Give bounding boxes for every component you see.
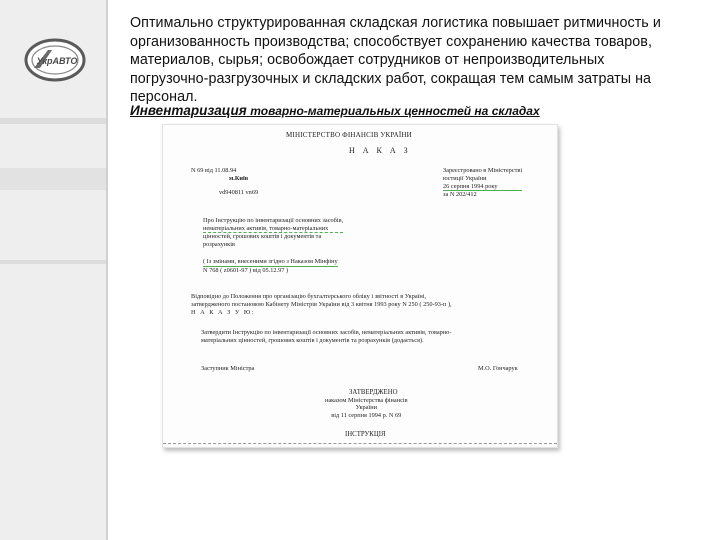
side-divider xyxy=(106,0,108,540)
company-logo xyxy=(24,38,86,82)
doc-number: N 69 від 11.08.94 xyxy=(191,167,237,174)
doc-about: Про Інструкцію по інвентаризації основних засобів, нематеріальних активів, товарно-матеріальних цінностей, грошових коштів і документів та розрахунків xyxy=(203,217,344,249)
side-stripe xyxy=(0,168,108,190)
heading-sub: товарно-материальных ценностей на складах xyxy=(250,104,540,118)
doc-title: Н А К А З xyxy=(349,146,411,155)
section-heading xyxy=(130,103,540,118)
doc-approve: Затвердити Інструкцію по інвентаризації основних засобів, нематеріальних активів, товарно- матеріальних цінностей, грошових коштів і документів та розрахунків (додається). xyxy=(201,329,452,344)
heading-main: Инвентаризация xyxy=(130,103,247,118)
doc-city: м.Київ xyxy=(229,175,249,182)
doc-instruction-title: ІНСТРУКЦІЯ xyxy=(345,431,386,438)
side-panel xyxy=(0,0,108,540)
doc-amendments: ( Із змінами, внесеними згідно з Наказом Мінфіну N 768 ( z0601-97 ) від 05.12.97 ) xyxy=(203,258,338,274)
doc-deputy: Заступник Міністра xyxy=(201,365,255,372)
page-cut-line xyxy=(163,443,557,445)
doc-signer: М.О. Гончарук xyxy=(478,365,518,372)
doc-ministry: МІНІСТЕРСТВО ФІНАНСІВ УКРАЇНИ xyxy=(286,131,412,139)
svg-text:УкрАВТО: УкрАВТО xyxy=(36,56,78,66)
doc-registration: Зареєстровано в Міністерстві юстиції України 26 серпня 1994 року за N 202/412 xyxy=(443,167,523,199)
doc-approved: ЗАТВЕРДЖЕНО xyxy=(349,389,398,396)
doc-approved-order: наказом Міністерства фінансів України від 11 серпня 1994 р. N 69 xyxy=(325,397,408,419)
side-stripe xyxy=(0,118,108,124)
intro-paragraph: Оптимально структурированная складская логистика повышает ритмичность и организованность производства; способствует сохранению качества товаров, материалов, сырья; освобождает сотрудников от непроизводительных погрузочно-разгрузочных и складских работ, сокращая тем самым затраты на персонал. xyxy=(130,15,661,106)
doc-paragraph: Відповідно до Положення про організацію бухгалтерського обліку і звітності в Україні, затвердженого постановою Кабінету Міністрів України від 3 квітня 1993 року N 250 ( 250-93-п ), xyxy=(191,293,452,308)
side-stripe xyxy=(0,260,108,264)
doc-nakazuyu: Н А К А З У Ю: xyxy=(191,309,256,316)
doc-code: vd940811 vn69 xyxy=(219,189,259,196)
scanned-order-document xyxy=(162,124,558,448)
